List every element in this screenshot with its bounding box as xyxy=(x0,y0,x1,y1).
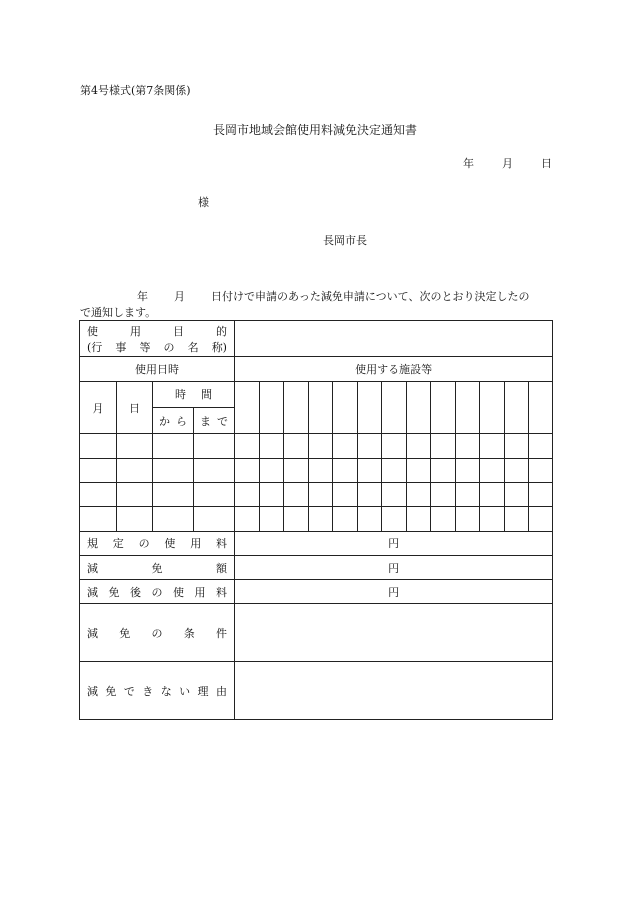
facility-cell[interactable] xyxy=(358,507,382,531)
to-cell[interactable] xyxy=(194,507,235,531)
label-char: 用 xyxy=(190,537,202,551)
facility-cell[interactable] xyxy=(260,483,284,507)
date-month-label: 月 xyxy=(502,157,513,170)
label-char: 用 xyxy=(194,585,206,599)
label-char: 使 xyxy=(87,324,98,338)
label-char: で xyxy=(217,414,229,428)
recipient-suffix: 様 xyxy=(198,196,209,209)
label-char: ま xyxy=(200,414,211,428)
label-char: 的 xyxy=(216,324,227,338)
facility-cell[interactable] xyxy=(284,458,309,482)
facility-cell[interactable] xyxy=(480,458,505,482)
decision-form-table xyxy=(79,320,553,720)
day-label: 日 xyxy=(117,381,153,434)
facility-cell[interactable] xyxy=(235,458,260,482)
facility-cell[interactable] xyxy=(309,483,333,507)
time-label xyxy=(153,381,235,407)
reduction-amount-value[interactable] xyxy=(235,555,553,579)
facility-cell[interactable] xyxy=(358,434,382,458)
label-char: 称) xyxy=(211,340,227,354)
facility-cell[interactable] xyxy=(456,483,480,507)
day-cell[interactable] xyxy=(117,507,153,531)
date-day-label: 日 xyxy=(541,157,552,170)
facility-cell[interactable] xyxy=(431,381,456,434)
facility-cell[interactable] xyxy=(529,434,553,458)
after-fee-label xyxy=(80,580,235,604)
facility-cell[interactable] xyxy=(431,507,456,531)
reason-row xyxy=(80,662,553,720)
label-char: 名 xyxy=(187,340,199,354)
date-year-label: 年 xyxy=(463,157,474,170)
label-char: 減 xyxy=(87,684,98,698)
label-char: ら xyxy=(176,414,187,428)
facility-cell[interactable] xyxy=(407,483,431,507)
facility-cell[interactable] xyxy=(235,483,260,507)
facility-cell[interactable] xyxy=(480,507,505,531)
label-char: 理 xyxy=(197,684,209,698)
label-char: 間 xyxy=(201,388,213,402)
reason-value[interactable] xyxy=(235,662,553,720)
facility-label: 使用する施設等 xyxy=(235,357,553,381)
facility-cell[interactable] xyxy=(382,507,407,531)
label-char: 使 xyxy=(164,537,176,551)
regular-fee-row xyxy=(80,531,553,555)
label-char: の xyxy=(151,585,163,599)
facility-cell[interactable] xyxy=(358,458,382,482)
reason-label xyxy=(80,662,235,720)
facility-cell[interactable] xyxy=(529,458,553,482)
label-char: 免 xyxy=(119,626,131,640)
facility-cell[interactable] xyxy=(235,434,260,458)
facility-cell[interactable] xyxy=(505,381,529,434)
facility-cell[interactable] xyxy=(505,507,529,531)
facility-cell[interactable] xyxy=(505,458,529,482)
from-cell[interactable] xyxy=(153,458,194,482)
facility-cell[interactable] xyxy=(333,507,358,531)
yen-unit: 円 xyxy=(388,585,400,599)
to-cell[interactable] xyxy=(194,434,235,458)
facility-cell[interactable] xyxy=(480,483,505,507)
label-char: 減 xyxy=(87,626,98,640)
facility-cell[interactable] xyxy=(382,434,407,458)
facility-cell[interactable] xyxy=(529,507,553,531)
conditions-label xyxy=(80,604,235,662)
schedule-row xyxy=(80,434,553,458)
facility-cell[interactable] xyxy=(529,483,553,507)
from-cell[interactable] xyxy=(153,483,194,507)
label-char: 規 xyxy=(87,537,98,551)
facility-cell[interactable] xyxy=(431,434,456,458)
label-char: い xyxy=(179,684,191,698)
to-label xyxy=(194,408,235,434)
label-char: 額 xyxy=(216,561,228,575)
facility-cell[interactable] xyxy=(529,381,553,434)
facility-cell[interactable] xyxy=(382,381,407,434)
facility-cell[interactable] xyxy=(260,507,284,531)
facility-cell[interactable] xyxy=(260,381,284,434)
label-char: 時 xyxy=(175,388,186,402)
facility-cell[interactable] xyxy=(505,434,529,458)
body-text-line2: で通知します。 xyxy=(80,306,157,319)
purpose-row xyxy=(80,321,553,357)
label-char: 料 xyxy=(215,537,227,551)
body-line1-rest: 日付けで申請のあった減免申請について、次のとおり決定したの xyxy=(211,290,530,303)
day-cell[interactable] xyxy=(117,483,153,507)
label-char: 免 xyxy=(108,585,120,599)
label-char: 免 xyxy=(105,684,117,698)
facility-cell[interactable] xyxy=(284,381,309,434)
label-char: 等 xyxy=(139,340,151,354)
label-char: 減 xyxy=(87,585,98,599)
facility-cell[interactable] xyxy=(309,381,333,434)
regular-fee-label xyxy=(80,531,235,555)
purpose-value[interactable] xyxy=(235,321,553,357)
facility-cell[interactable] xyxy=(260,458,284,482)
facility-cell[interactable] xyxy=(284,483,309,507)
time-header-row xyxy=(80,381,553,407)
label-char: 由 xyxy=(215,684,227,698)
schedule-row xyxy=(80,458,553,482)
to-cell[interactable] xyxy=(194,458,235,482)
reduction-amount-label xyxy=(80,555,235,579)
facility-cell[interactable] xyxy=(431,483,456,507)
facility-cell[interactable] xyxy=(333,483,358,507)
day-cell[interactable] xyxy=(117,458,153,482)
label-char: 事 xyxy=(115,340,127,354)
facility-cell[interactable] xyxy=(309,507,333,531)
reduction-amount-row xyxy=(80,555,553,579)
body-text-line1 xyxy=(137,288,529,304)
purpose-label-line1 xyxy=(80,323,234,339)
to-cell[interactable] xyxy=(194,483,235,507)
label-char: な xyxy=(160,684,172,698)
facility-cell[interactable] xyxy=(309,458,333,482)
facility-cell[interactable] xyxy=(333,458,358,482)
label-char: か xyxy=(159,414,170,428)
yen-unit: 円 xyxy=(388,561,400,575)
facility-cell[interactable] xyxy=(505,483,529,507)
schedule-row xyxy=(80,483,553,507)
after-fee-value[interactable] xyxy=(235,580,553,604)
label-char: 用 xyxy=(130,324,141,338)
label-char: 料 xyxy=(216,585,227,599)
label-char: 定 xyxy=(112,537,124,551)
after-fee-row xyxy=(80,580,553,604)
facility-cell[interactable] xyxy=(407,458,431,482)
label-char: 減 xyxy=(87,561,98,575)
issuer-name: 長岡市長 xyxy=(323,234,367,247)
issue-date xyxy=(463,155,552,171)
label-char: 件 xyxy=(216,626,227,640)
month-cell[interactable] xyxy=(80,483,117,507)
from-label xyxy=(153,408,194,434)
header-row xyxy=(80,357,553,381)
month-cell[interactable] xyxy=(80,507,117,531)
facility-cell[interactable] xyxy=(431,458,456,482)
facility-cell[interactable] xyxy=(456,434,480,458)
form-number: 第4号様式(第7条関係) xyxy=(80,84,191,97)
facility-cell[interactable] xyxy=(456,458,480,482)
month-cell[interactable] xyxy=(80,458,117,482)
month-cell[interactable] xyxy=(80,434,117,458)
day-cell[interactable] xyxy=(117,434,153,458)
facility-cell[interactable] xyxy=(480,434,505,458)
body-year-label: 年 xyxy=(137,290,148,303)
label-char: の xyxy=(163,340,175,354)
facility-cell[interactable] xyxy=(333,434,358,458)
conditions-value[interactable] xyxy=(235,604,553,662)
label-char: の xyxy=(138,537,150,551)
label-char: (行 xyxy=(87,340,103,354)
purpose-label-line2 xyxy=(80,339,234,355)
document-title: 長岡市地域会館使用料減免決定通知書 xyxy=(212,123,417,137)
body-month-label: 月 xyxy=(174,290,185,303)
facility-cell[interactable] xyxy=(235,507,260,531)
facility-cell[interactable] xyxy=(382,458,407,482)
facility-cell[interactable] xyxy=(284,434,309,458)
from-cell[interactable] xyxy=(153,507,194,531)
facility-cell[interactable] xyxy=(235,381,260,434)
usage-datetime-label: 使用日時 xyxy=(80,357,235,381)
facility-cell[interactable] xyxy=(333,381,358,434)
facility-cell[interactable] xyxy=(260,434,284,458)
schedule-row xyxy=(80,507,553,531)
label-char: 後 xyxy=(130,585,141,599)
label-char: 使 xyxy=(173,585,184,599)
facility-cell[interactable] xyxy=(358,483,382,507)
facility-cell[interactable] xyxy=(407,381,431,434)
yen-unit: 円 xyxy=(388,537,400,551)
regular-fee-value[interactable] xyxy=(235,531,553,555)
label-char: の xyxy=(151,626,163,640)
label-char: 条 xyxy=(183,626,195,640)
conditions-row xyxy=(80,604,553,662)
label-char: で xyxy=(123,684,135,698)
facility-cell[interactable] xyxy=(480,381,505,434)
facility-cell[interactable] xyxy=(284,507,309,531)
from-cell[interactable] xyxy=(153,434,194,458)
label-char: き xyxy=(142,684,154,698)
month-label: 月 xyxy=(80,381,117,434)
facility-cell[interactable] xyxy=(358,381,382,434)
facility-cell[interactable] xyxy=(382,483,407,507)
facility-cell[interactable] xyxy=(456,507,480,531)
label-char: 免 xyxy=(151,561,163,575)
facility-cell[interactable] xyxy=(309,434,333,458)
facility-cell[interactable] xyxy=(456,381,480,434)
facility-cell[interactable] xyxy=(407,434,431,458)
facility-cell[interactable] xyxy=(407,507,431,531)
label-char: 目 xyxy=(173,324,184,338)
purpose-label xyxy=(80,321,235,357)
